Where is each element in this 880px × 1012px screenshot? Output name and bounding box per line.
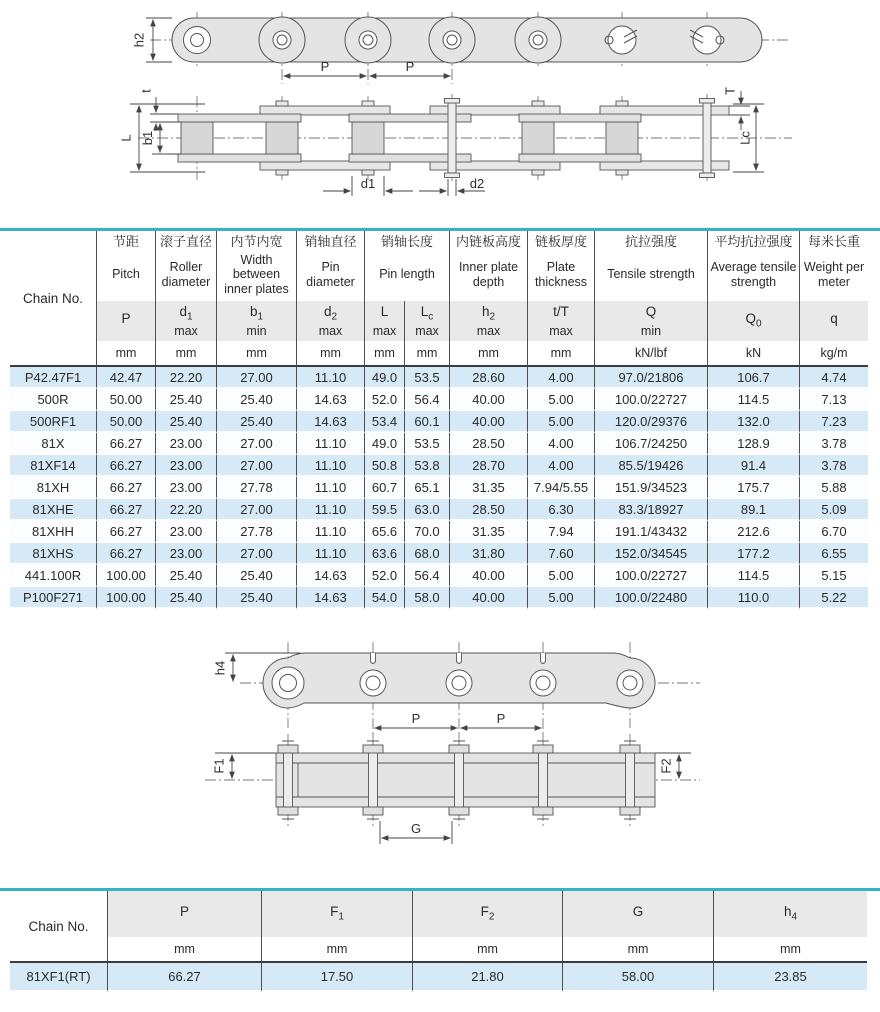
value-cell: 40.00 bbox=[450, 565, 528, 587]
diagram-roller-chain bbox=[0, 0, 880, 212]
unit-cell: kN bbox=[708, 341, 800, 365]
value-cell: 14.63 bbox=[297, 565, 365, 587]
value-cell: 83.3/18927 bbox=[595, 499, 708, 521]
value-cell: 7.13 bbox=[800, 389, 868, 411]
chain-no-cell: 81XF14 bbox=[10, 455, 97, 477]
chain-no-cell: 81XHH bbox=[10, 521, 97, 543]
chain-side-view bbox=[172, 17, 762, 63]
main-spec-table-host bbox=[10, 231, 868, 609]
column-title-zh: 节距 bbox=[112, 234, 139, 249]
column-title-zh: 内链板高度 bbox=[455, 234, 521, 249]
symbol-subscript: 2 bbox=[489, 311, 496, 323]
value-cell: 49.0 bbox=[365, 433, 405, 455]
unit-cell: mm bbox=[108, 937, 262, 961]
unit-cell: mm bbox=[450, 341, 528, 365]
column-title-zh: 滚子直径 bbox=[159, 234, 212, 249]
symbol-subscript: 1 bbox=[338, 911, 344, 923]
value-cell: 60.7 bbox=[365, 477, 405, 499]
symbol-cell bbox=[97, 301, 156, 341]
dim-label-L: L bbox=[118, 134, 134, 142]
header-unit-row bbox=[10, 341, 868, 365]
column-title bbox=[297, 231, 365, 301]
column-title-en: Inner plate depth bbox=[458, 260, 519, 289]
value-cell: 4.74 bbox=[800, 365, 868, 389]
value-cell: 53.4 bbox=[365, 411, 405, 433]
value-cell: 66.27 bbox=[108, 961, 262, 992]
value-cell: 56.4 bbox=[405, 565, 450, 587]
unit-cell: mm bbox=[528, 341, 595, 365]
unit-cell: mm bbox=[217, 341, 297, 365]
value-cell: 25.40 bbox=[156, 565, 217, 587]
value-cell: 27.00 bbox=[217, 455, 297, 477]
column-title-zh: 每米长重 bbox=[807, 234, 860, 249]
value-cell: 5.15 bbox=[800, 565, 868, 587]
column-title bbox=[156, 231, 217, 301]
value-cell: 7.94/5.55 bbox=[528, 477, 595, 499]
chain-no-cell: 81XHS bbox=[10, 543, 97, 565]
value-cell: 5.88 bbox=[800, 477, 868, 499]
value-cell: 42.47 bbox=[97, 365, 156, 389]
value-cell: 114.5 bbox=[708, 389, 800, 411]
symbol-base: h bbox=[783, 903, 792, 919]
value-cell: 53.8 bbox=[405, 455, 450, 477]
plate-seam bbox=[457, 653, 462, 664]
value-cell: 58.0 bbox=[405, 587, 450, 609]
column-title-zh: 内节内宽 bbox=[230, 234, 283, 249]
symbol-subscript: 2 bbox=[331, 311, 338, 323]
value-cell: 27.78 bbox=[217, 521, 297, 543]
value-cell: 97.0/21806 bbox=[595, 365, 708, 389]
value-cell: 53.5 bbox=[405, 365, 450, 389]
value-cell: 110.0 bbox=[708, 587, 800, 609]
value-cell: 31.35 bbox=[450, 477, 528, 499]
value-cell: 53.5 bbox=[405, 433, 450, 455]
dim-label-Lc: Lc bbox=[737, 131, 753, 145]
chain-side-view bbox=[263, 653, 655, 708]
chain-no-header: Chain No. bbox=[10, 891, 108, 961]
dim-label-T: T bbox=[722, 87, 738, 95]
value-cell: 106.7/24250 bbox=[595, 433, 708, 455]
value-cell: 23.00 bbox=[156, 433, 217, 455]
unit-cell: kN/lbf bbox=[595, 341, 708, 365]
value-cell: 5.00 bbox=[528, 565, 595, 587]
chain-no-cell: 81X bbox=[10, 433, 97, 455]
unit-cell: mm bbox=[97, 341, 156, 365]
value-cell: 66.27 bbox=[97, 433, 156, 455]
header-symbol-row bbox=[10, 891, 867, 937]
column-title bbox=[217, 231, 297, 301]
column-title-zh: 链板厚度 bbox=[534, 234, 587, 249]
value-cell: 40.00 bbox=[450, 587, 528, 609]
symbol-base: d bbox=[323, 303, 332, 319]
symbol-base: G bbox=[632, 903, 644, 919]
symbol-base: q bbox=[830, 310, 838, 326]
symbol-base: F bbox=[480, 903, 489, 919]
value-cell: 31.35 bbox=[450, 521, 528, 543]
table-row bbox=[10, 433, 868, 455]
value-cell: 128.9 bbox=[708, 433, 800, 455]
value-cell: 66.27 bbox=[97, 543, 156, 565]
unit-cell: mm bbox=[365, 341, 405, 365]
value-cell: 23.85 bbox=[714, 961, 867, 992]
value-cell: 106.7 bbox=[708, 365, 800, 389]
symbol-subscript: 4 bbox=[791, 911, 798, 923]
symbol-cell bbox=[108, 891, 262, 937]
value-cell: 25.40 bbox=[156, 389, 217, 411]
dim-label-d2: d2 bbox=[469, 176, 485, 191]
value-cell: 4.00 bbox=[528, 433, 595, 455]
value-cell: 66.27 bbox=[97, 521, 156, 543]
symbol-cell bbox=[800, 301, 868, 341]
symbol-base: P bbox=[121, 310, 131, 326]
symbol-base: L bbox=[420, 303, 429, 319]
rt-spec-table bbox=[10, 891, 867, 992]
symbol-cell bbox=[450, 301, 528, 341]
symbol-base: t/T bbox=[553, 303, 569, 319]
table-row bbox=[10, 543, 868, 565]
symbol-qualifier: max bbox=[476, 324, 501, 339]
value-cell: 23.00 bbox=[156, 521, 217, 543]
column-title bbox=[800, 231, 868, 301]
value-cell: 100.0/22727 bbox=[595, 389, 708, 411]
dim-label-t: t bbox=[138, 89, 154, 93]
value-cell: 25.40 bbox=[217, 587, 297, 609]
plate-seam bbox=[371, 653, 376, 664]
chain-no-cell: 441.100R bbox=[10, 565, 97, 587]
column-title bbox=[708, 231, 800, 301]
column-title bbox=[97, 231, 156, 301]
symbol-base: Q bbox=[745, 310, 756, 326]
rt-spec-table-host bbox=[10, 891, 867, 992]
value-cell: 11.10 bbox=[297, 499, 365, 521]
symbol-qualifier: max bbox=[372, 324, 397, 339]
value-cell: 60.1 bbox=[405, 411, 450, 433]
value-cell: 28.50 bbox=[450, 433, 528, 455]
value-cell: 23.00 bbox=[156, 543, 217, 565]
value-cell: 7.60 bbox=[528, 543, 595, 565]
unit-cell: mm bbox=[262, 937, 413, 961]
value-cell: 11.10 bbox=[297, 433, 365, 455]
table-row bbox=[10, 521, 868, 543]
column-title bbox=[595, 231, 708, 301]
value-cell: 100.0/22480 bbox=[595, 587, 708, 609]
symbol-qualifier: max bbox=[174, 324, 198, 339]
value-cell: 27.00 bbox=[217, 543, 297, 565]
symbol-cell bbox=[365, 301, 405, 341]
value-cell: 25.40 bbox=[156, 411, 217, 433]
header-title-row bbox=[10, 231, 868, 301]
symbol-base: P bbox=[179, 903, 189, 919]
table-row bbox=[10, 565, 868, 587]
plate-seam bbox=[541, 653, 546, 664]
symbol-cell bbox=[297, 301, 365, 341]
column-title-en: Average tensile strength bbox=[710, 260, 797, 289]
column-title bbox=[365, 231, 450, 301]
symbol-subscript: 2 bbox=[488, 911, 495, 923]
value-cell: 25.40 bbox=[217, 565, 297, 587]
value-cell: 66.27 bbox=[97, 455, 156, 477]
symbol-subscript: c bbox=[428, 311, 434, 323]
value-cell: 21.80 bbox=[413, 961, 563, 992]
chain-no-cell: 500R bbox=[10, 389, 97, 411]
value-cell: 6.30 bbox=[528, 499, 595, 521]
dim-label-F1: F1 bbox=[211, 758, 227, 774]
header-unit-row bbox=[10, 937, 867, 961]
value-cell: 3.78 bbox=[800, 433, 868, 455]
value-cell: 68.0 bbox=[405, 543, 450, 565]
dim-label-d1: d1 bbox=[360, 176, 376, 191]
value-cell: 65.6 bbox=[365, 521, 405, 543]
unit-cell: mm bbox=[405, 341, 450, 365]
header-symbol-row bbox=[10, 301, 868, 341]
symbol-cell bbox=[405, 301, 450, 341]
table-row bbox=[10, 455, 868, 477]
value-cell: 100.0/22727 bbox=[595, 565, 708, 587]
value-cell: 22.20 bbox=[156, 365, 217, 389]
value-cell: 7.23 bbox=[800, 411, 868, 433]
value-cell: 4.00 bbox=[528, 455, 595, 477]
value-cell: 27.00 bbox=[217, 499, 297, 521]
diagram-deep-link-chain bbox=[0, 628, 880, 858]
symbol-base: b bbox=[249, 303, 258, 319]
dim-label-G: G bbox=[410, 821, 422, 836]
symbol-qualifier: min bbox=[246, 324, 267, 339]
chain-no-cell: 500RF1 bbox=[10, 411, 97, 433]
value-cell: 5.22 bbox=[800, 587, 868, 609]
table-row bbox=[10, 587, 868, 609]
value-cell: 54.0 bbox=[365, 587, 405, 609]
value-cell: 212.6 bbox=[708, 521, 800, 543]
value-cell: 5.00 bbox=[528, 389, 595, 411]
dim-label-p-right: P bbox=[405, 59, 415, 74]
value-cell: 66.27 bbox=[97, 477, 156, 499]
unit-cell: mm bbox=[413, 937, 563, 961]
value-cell: 25.40 bbox=[217, 389, 297, 411]
value-cell: 89.1 bbox=[708, 499, 800, 521]
value-cell: 85.5/19426 bbox=[595, 455, 708, 477]
symbol-cell bbox=[262, 891, 413, 937]
symbol-base: h bbox=[481, 303, 490, 319]
value-cell: 40.00 bbox=[450, 411, 528, 433]
dim-label-h4: h4 bbox=[212, 660, 228, 676]
symbol-subscript: 0 bbox=[755, 318, 762, 330]
column-title bbox=[450, 231, 528, 301]
value-cell: 27.00 bbox=[217, 365, 297, 389]
value-cell: 152.0/34545 bbox=[595, 543, 708, 565]
symbol-base: d bbox=[179, 303, 187, 319]
symbol-cell bbox=[156, 301, 217, 341]
value-cell: 91.4 bbox=[708, 455, 800, 477]
value-cell: 23.00 bbox=[156, 477, 217, 499]
value-cell: 28.50 bbox=[450, 499, 528, 521]
chain-no-cell: 81XHE bbox=[10, 499, 97, 521]
symbol-subscript: 1 bbox=[257, 311, 264, 323]
dim-label-b1: b1 bbox=[139, 130, 155, 146]
value-cell: 50.00 bbox=[97, 411, 156, 433]
chain-no-cell: 81XH bbox=[10, 477, 97, 499]
value-cell: 175.7 bbox=[708, 477, 800, 499]
dim-label-p-left: P bbox=[320, 59, 330, 74]
chain-no-cell: 81XF1(RT) bbox=[10, 961, 108, 992]
main-spec-table bbox=[10, 231, 868, 609]
value-cell: 27.78 bbox=[217, 477, 297, 499]
chain-plan-view bbox=[276, 741, 655, 819]
symbol-qualifier: max bbox=[549, 324, 573, 339]
value-cell: 11.10 bbox=[297, 543, 365, 565]
value-cell: 25.40 bbox=[156, 587, 217, 609]
value-cell: 70.0 bbox=[405, 521, 450, 543]
table-row bbox=[10, 477, 868, 499]
value-cell: 25.40 bbox=[217, 411, 297, 433]
unit-cell: kg/m bbox=[800, 341, 868, 365]
value-cell: 14.63 bbox=[297, 411, 365, 433]
value-cell: 59.5 bbox=[365, 499, 405, 521]
value-cell: 63.6 bbox=[365, 543, 405, 565]
value-cell: 3.78 bbox=[800, 455, 868, 477]
value-cell: 40.00 bbox=[450, 389, 528, 411]
value-cell: 63.0 bbox=[405, 499, 450, 521]
symbol-base: L bbox=[380, 303, 389, 319]
value-cell: 11.10 bbox=[297, 477, 365, 499]
unit-cell: mm bbox=[297, 341, 365, 365]
symbol-cell bbox=[413, 891, 563, 937]
column-title-zh: 销轴长度 bbox=[380, 234, 433, 249]
symbol-cell bbox=[563, 891, 714, 937]
value-cell: 49.0 bbox=[365, 365, 405, 389]
symbol-cell bbox=[714, 891, 867, 937]
symbol-qualifier: min bbox=[640, 324, 662, 339]
chain-no-cell: P42.47F1 bbox=[10, 365, 97, 389]
table-row bbox=[10, 961, 867, 992]
dim-label-F2: F2 bbox=[658, 758, 674, 774]
value-cell: 28.70 bbox=[450, 455, 528, 477]
value-cell: 11.10 bbox=[297, 365, 365, 389]
table-row bbox=[10, 499, 868, 521]
value-cell: 4.00 bbox=[528, 365, 595, 389]
column-title-zh: 销轴直径 bbox=[304, 234, 357, 249]
table-row bbox=[10, 411, 868, 433]
column-title bbox=[528, 231, 595, 301]
column-title-en: Tensile strength bbox=[607, 267, 695, 282]
symbol-cell bbox=[528, 301, 595, 341]
value-cell: 114.5 bbox=[708, 565, 800, 587]
value-cell: 191.1/43432 bbox=[595, 521, 708, 543]
value-cell: 177.2 bbox=[708, 543, 800, 565]
value-cell: 120.0/29376 bbox=[595, 411, 708, 433]
column-title-zh: 抗拉强度 bbox=[624, 234, 677, 249]
value-cell: 6.55 bbox=[800, 543, 868, 565]
value-cell: 11.10 bbox=[297, 521, 365, 543]
value-cell: 50.00 bbox=[97, 389, 156, 411]
value-cell: 50.8 bbox=[365, 455, 405, 477]
value-cell: 132.0 bbox=[708, 411, 800, 433]
chain-no-cell: P100F271 bbox=[10, 587, 97, 609]
column-title-en: Pin diameter bbox=[306, 260, 355, 289]
value-cell: 11.10 bbox=[297, 455, 365, 477]
value-cell: 14.63 bbox=[297, 389, 365, 411]
symbol-qualifier: max bbox=[318, 324, 343, 339]
value-cell: 66.27 bbox=[97, 499, 156, 521]
symbol-qualifier: max bbox=[415, 324, 439, 339]
value-cell: 52.0 bbox=[365, 565, 405, 587]
column-title-en: Width between inner plates bbox=[224, 252, 289, 296]
column-title-en: Plate thickness bbox=[534, 260, 588, 289]
column-title-en: Pin length bbox=[379, 267, 435, 282]
value-cell: 14.63 bbox=[297, 587, 365, 609]
column-title-en: Weight per meter bbox=[803, 260, 865, 289]
unit-cell: mm bbox=[563, 937, 714, 961]
value-cell: 100.00 bbox=[97, 565, 156, 587]
value-cell: 6.70 bbox=[800, 521, 868, 543]
dim-label-h2: h2 bbox=[131, 32, 147, 48]
column-title-en: Roller diameter bbox=[161, 260, 211, 289]
table-row bbox=[10, 389, 868, 411]
unit-cell: mm bbox=[156, 341, 217, 365]
symbol-cell bbox=[217, 301, 297, 341]
value-cell: 22.20 bbox=[156, 499, 217, 521]
value-cell: 28.60 bbox=[450, 365, 528, 389]
value-cell: 27.00 bbox=[217, 433, 297, 455]
column-title-en: Pitch bbox=[112, 267, 140, 282]
value-cell: 5.00 bbox=[528, 411, 595, 433]
symbol-cell bbox=[595, 301, 708, 341]
value-cell: 56.4 bbox=[405, 389, 450, 411]
dim-label-p-left: P bbox=[411, 711, 421, 726]
value-cell: 52.0 bbox=[365, 389, 405, 411]
value-cell: 5.09 bbox=[800, 499, 868, 521]
value-cell: 100.00 bbox=[97, 587, 156, 609]
symbol-cell bbox=[708, 301, 800, 341]
value-cell: 23.00 bbox=[156, 455, 217, 477]
plan-band bbox=[276, 753, 655, 807]
symbol-base: Q bbox=[645, 303, 657, 319]
value-cell: 65.1 bbox=[405, 477, 450, 499]
value-cell: 31.80 bbox=[450, 543, 528, 565]
column-title-zh: 平均抗拉强度 bbox=[714, 234, 793, 249]
value-cell: 58.00 bbox=[563, 961, 714, 992]
dim-label-p-right: P bbox=[496, 711, 506, 726]
symbol-subscript: 1 bbox=[186, 311, 193, 323]
symbol-base: F bbox=[330, 903, 339, 919]
chain-no-header: Chain No. bbox=[10, 231, 97, 365]
unit-cell: mm bbox=[714, 937, 867, 961]
table-row bbox=[10, 365, 868, 389]
value-cell: 151.9/34523 bbox=[595, 477, 708, 499]
value-cell: 17.50 bbox=[262, 961, 413, 992]
value-cell: 5.00 bbox=[528, 587, 595, 609]
value-cell: 7.94 bbox=[528, 521, 595, 543]
